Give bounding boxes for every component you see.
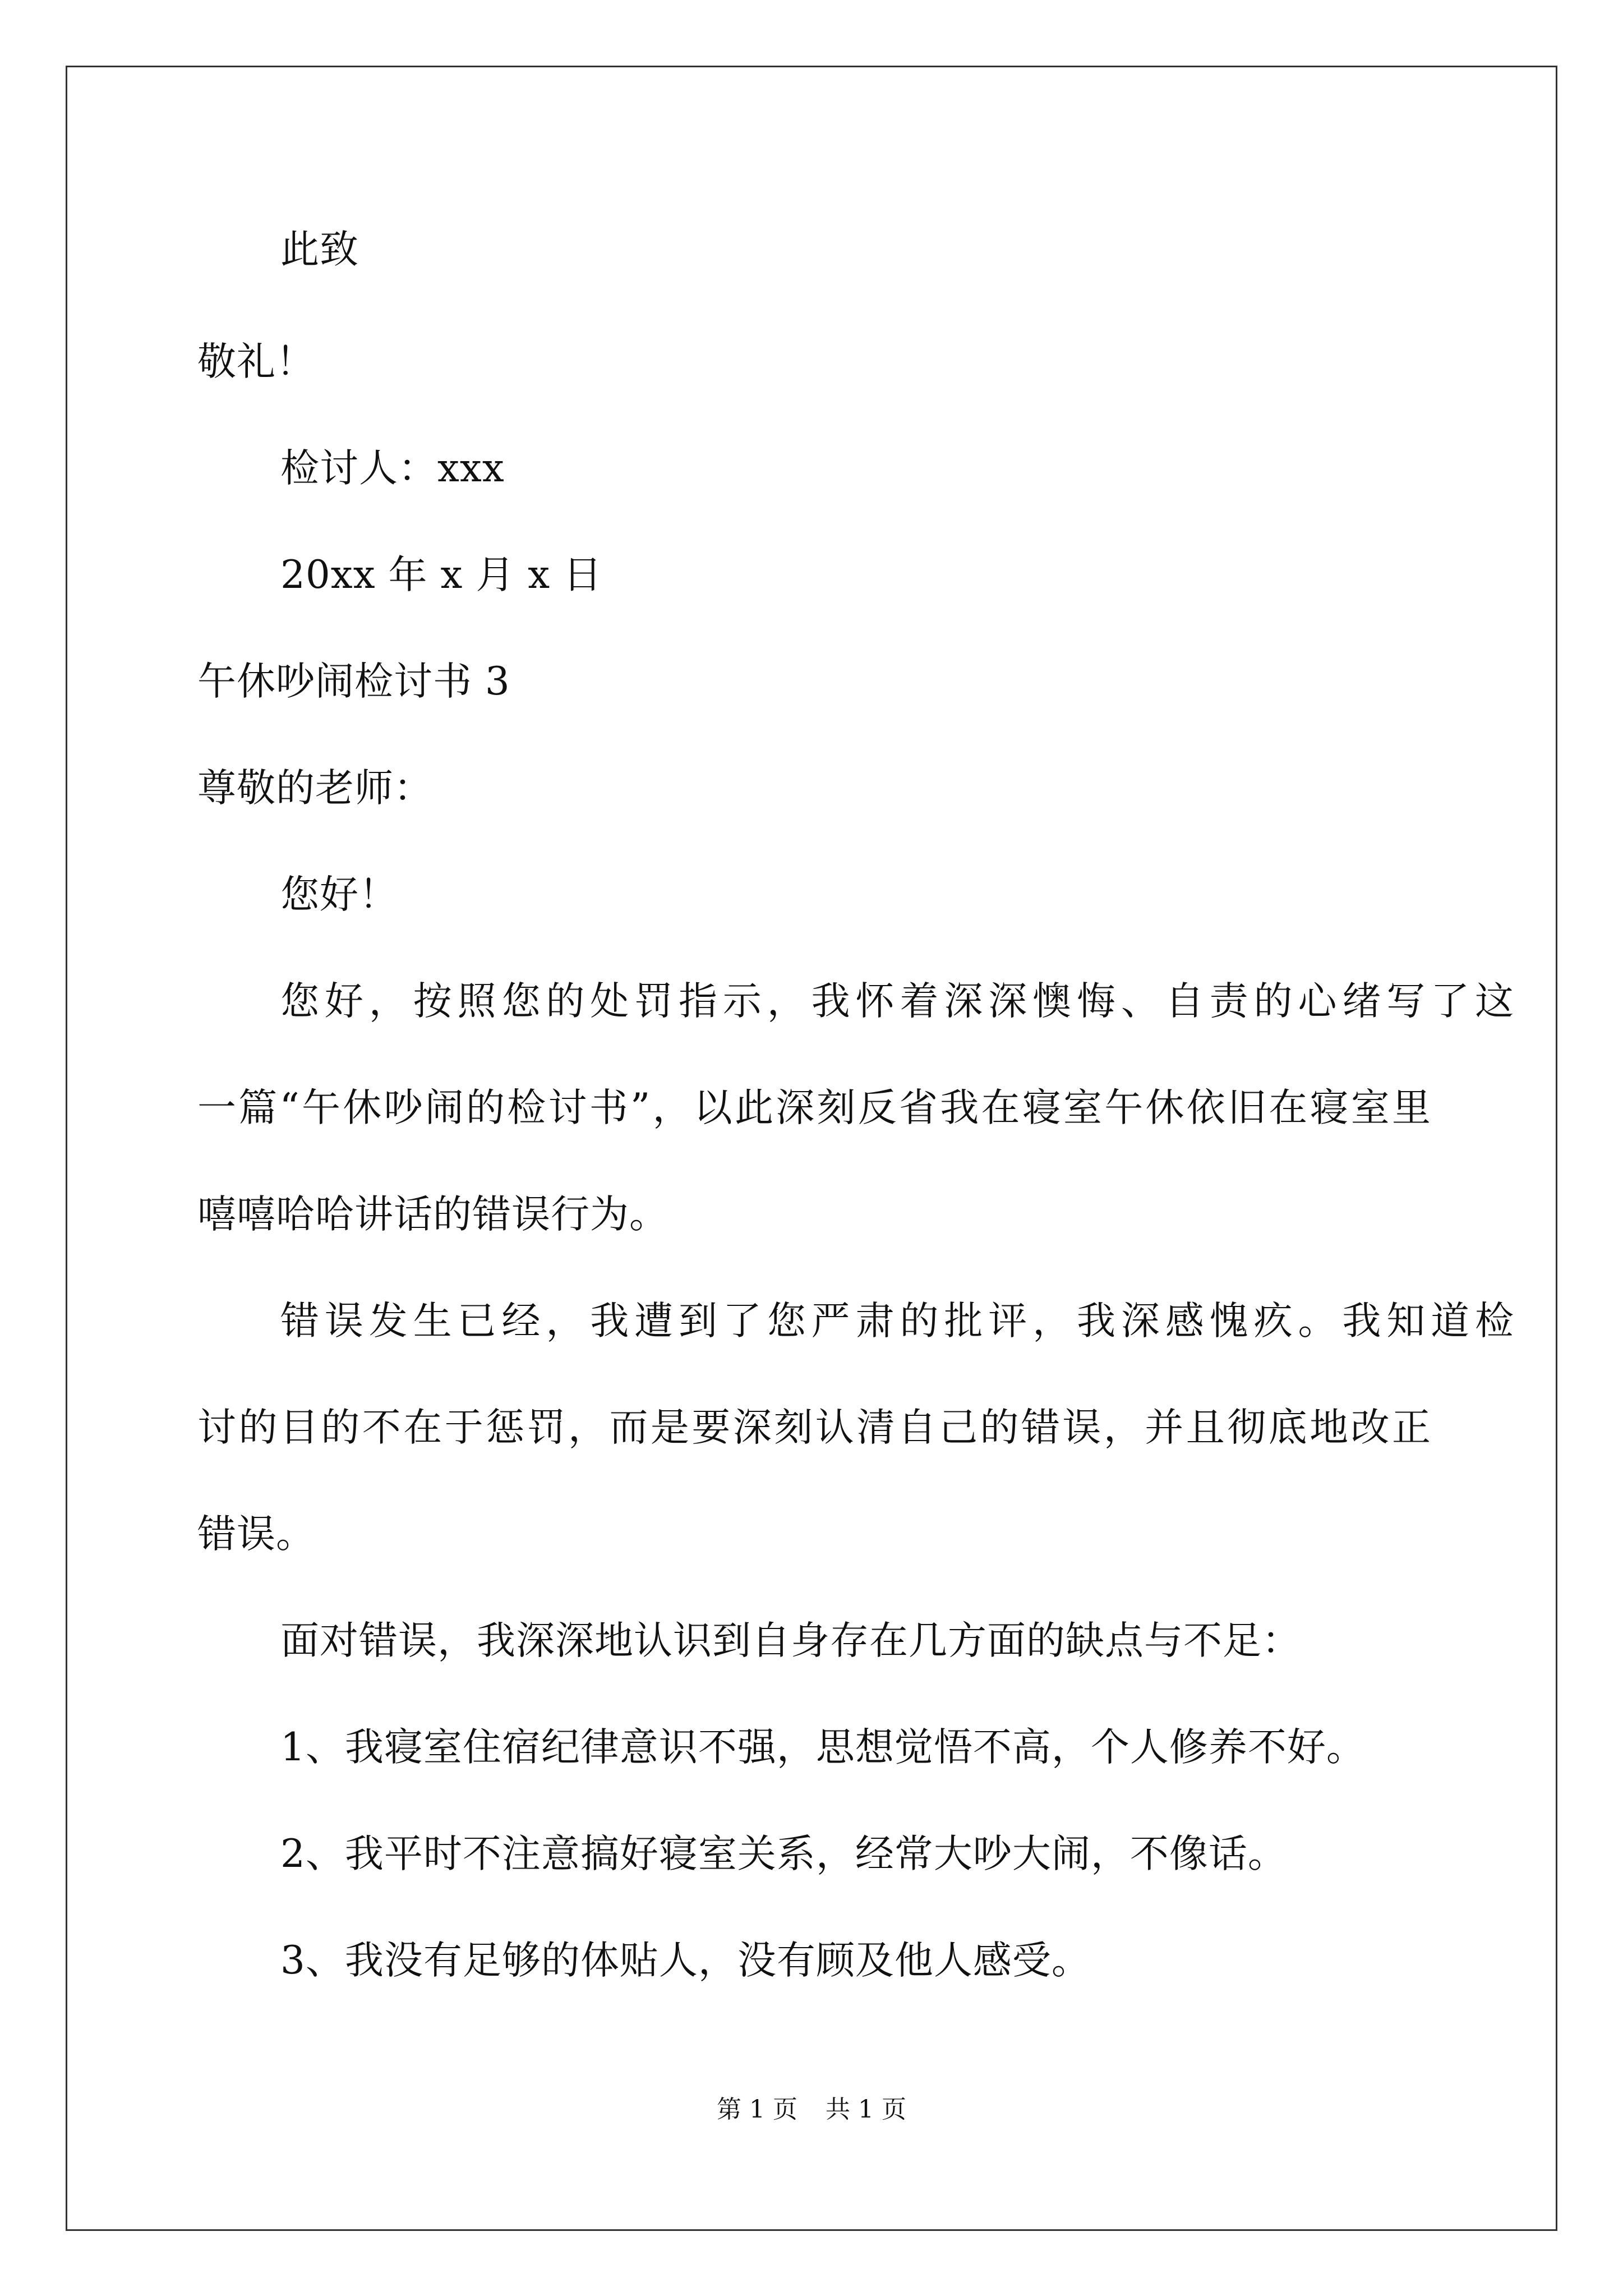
hello-line: 您好！ [280,872,398,917]
page-total: 共 1 页 [826,2095,906,2124]
closing-salutation: 此致 [280,227,359,272]
paragraph-1-line-1: 您好，按照您的处罚指示，我怀着深深懊悔、自责的心绪写了这 [280,979,1514,1024]
paragraph-3-line-1: 面对错误，我深深地认识到自身存在几方面的缺点与不足： [280,1618,1301,1663]
list-item: 1、我寝室住宿纪律意识不强，思想觉悟不高，个人修养不好。 [280,1725,1366,1770]
closing-respect: 敬礼！ [197,339,315,384]
greeting: 尊敬的老师： [197,766,433,811]
paragraph-2-line-2: 讨的目的不在于惩罚，而是要深刻认清自己的错误，并且彻底地改正 [197,1405,1431,1450]
list-item: 2、我平时不注意搞好寝室关系，经常大吵大闹，不像话。 [280,1832,1287,1876]
list-item: 3、我没有足够的体贴人，没有顾及他人感受。 [280,1938,1091,1983]
section-title: 午休吵闹检讨书 3 [197,659,510,704]
paragraph-2-line-1: 错误发生已经，我遭到了您严肃的批评，我深感愧疚。我知道检 [280,1299,1514,1343]
paragraph-2-line-3: 错误。 [197,1512,315,1557]
signer-line: 检讨人：xxx [280,446,505,491]
paragraph-1-line-3: 嘻嘻哈哈讲话的错误行为。 [197,1192,668,1237]
paragraph-1-line-2: 一篇“午休吵闹的检讨书”，以此深刻反省我在寝室午休依旧在寝室里 [197,1085,1431,1130]
date-line: 20xx 年 x 月 x 日 [280,553,603,597]
page-number: 第 1 页 [717,2095,797,2124]
page-border [66,66,1557,2231]
page-footer [0,2095,1623,2124]
